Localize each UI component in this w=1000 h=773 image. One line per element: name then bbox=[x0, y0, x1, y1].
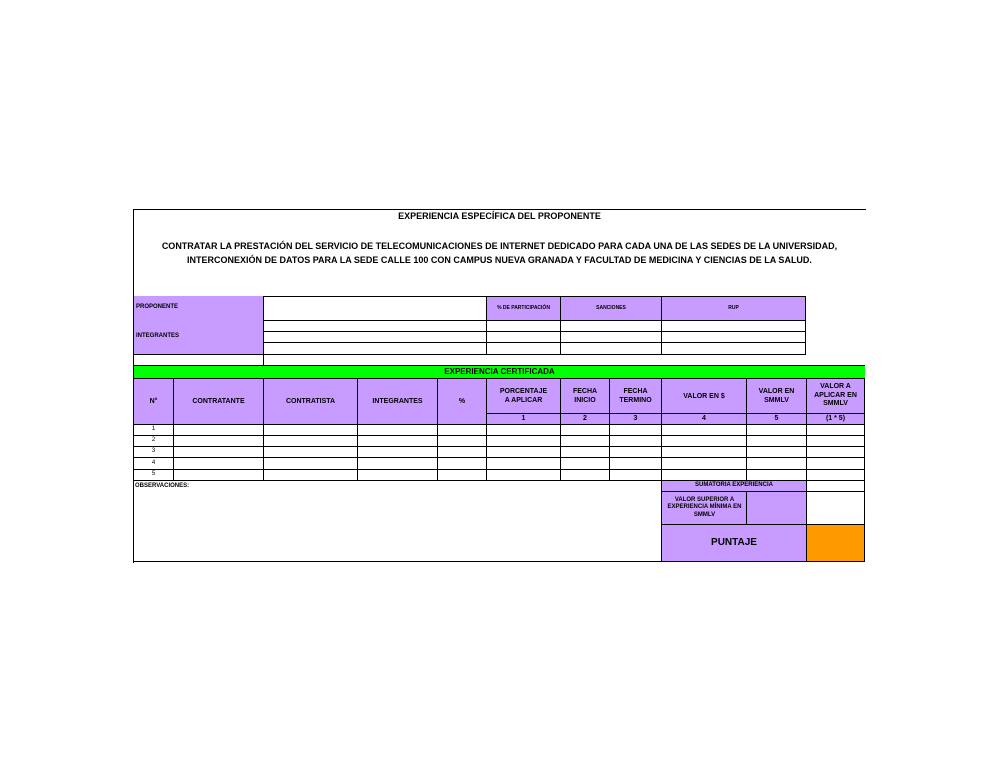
col-fecha-inicio: FECHA INICIO bbox=[572, 388, 598, 404]
row-number: 2 bbox=[151, 437, 156, 444]
col-porcentaje: PORCENTAJE A APLICAR bbox=[499, 388, 548, 404]
num-smmlv: 5 bbox=[774, 414, 779, 422]
row-number: 1 bbox=[151, 426, 156, 433]
table-row[interactable] bbox=[134, 425, 864, 435]
form-title: EXPERIENCIA ESPECÍFICA DEL PROPONENTE bbox=[398, 211, 601, 222]
valor-superior-label: VALOR SUPERIOR A EXPERIENCIA MÍNIMA EN SMMLV bbox=[667, 496, 742, 518]
col-contratista: CONTRATISTA bbox=[285, 397, 336, 405]
col-pct: % bbox=[458, 397, 466, 405]
table-row[interactable] bbox=[134, 458, 864, 469]
integrantes-label: INTEGRANTES bbox=[136, 333, 180, 340]
num-porcentaje: 1 bbox=[521, 414, 526, 422]
table-row[interactable] bbox=[134, 436, 864, 446]
col-integrantes: INTEGRANTES bbox=[372, 397, 423, 405]
sanciones-header: SANCIONES bbox=[596, 305, 626, 312]
col-valor-smmlv: VALOR EN SMMLV bbox=[758, 388, 795, 404]
col-valor: VALOR EN $ bbox=[683, 392, 725, 400]
num-aplicar: (1 * 5) bbox=[825, 414, 846, 422]
table-row[interactable] bbox=[134, 470, 864, 480]
col-valor-aplicar: VALOR A APLICAR EN SMMLV bbox=[814, 382, 857, 408]
proponente-name-cell[interactable] bbox=[263, 296, 487, 321]
rup-header: RUP bbox=[728, 305, 739, 312]
row-number: 4 bbox=[151, 459, 156, 466]
col-contratante: CONTRATANTE bbox=[192, 397, 245, 405]
col-fecha-termino: FECHA TERMINO bbox=[619, 388, 652, 404]
table-row[interactable] bbox=[134, 447, 864, 457]
experiencia-title: EXPERIENCIA CERTIFICADA bbox=[444, 367, 555, 376]
num-termino: 3 bbox=[633, 414, 638, 422]
num-inicio: 2 bbox=[583, 414, 587, 422]
num-valor: 4 bbox=[702, 414, 706, 422]
puntaje-label: PUNTAJE bbox=[711, 536, 757, 548]
col-n: N° bbox=[149, 397, 158, 405]
sumatoria-label: SUMATORIA EXPERIENCIA bbox=[695, 482, 773, 489]
row-number: 3 bbox=[151, 448, 156, 455]
objeto-line-1: CONTRATAR LA PRESTACIÓN DEL SERVICIO DE TELECOMUNICACIONES DE INTERNET DEDICADO PARA CADA UNA DE LAS SEDES DE LA UNIVERSIDAD, bbox=[161, 241, 838, 252]
integrantes-grid[interactable] bbox=[263, 320, 806, 355]
observaciones-field[interactable] bbox=[134, 493, 661, 561]
proponente-label: PROPONENTE bbox=[136, 304, 179, 311]
form-bottom-border bbox=[133, 561, 865, 562]
puntaje-value[interactable] bbox=[807, 525, 864, 561]
objeto-line-2: INTERCONEXIÓN DE DATOS PARA LA SEDE CALLE 100 CON CAMPUS NUEVA GRANADA Y FACULTAD DE MEDICINA Y CIENCIAS DE LA SALUD. bbox=[187, 255, 812, 266]
observaciones-label: OBSERVACIONES: bbox=[135, 483, 190, 490]
row-number: 5 bbox=[151, 471, 156, 478]
participacion-header: % DE PARTICIPACIÓN bbox=[497, 305, 550, 312]
